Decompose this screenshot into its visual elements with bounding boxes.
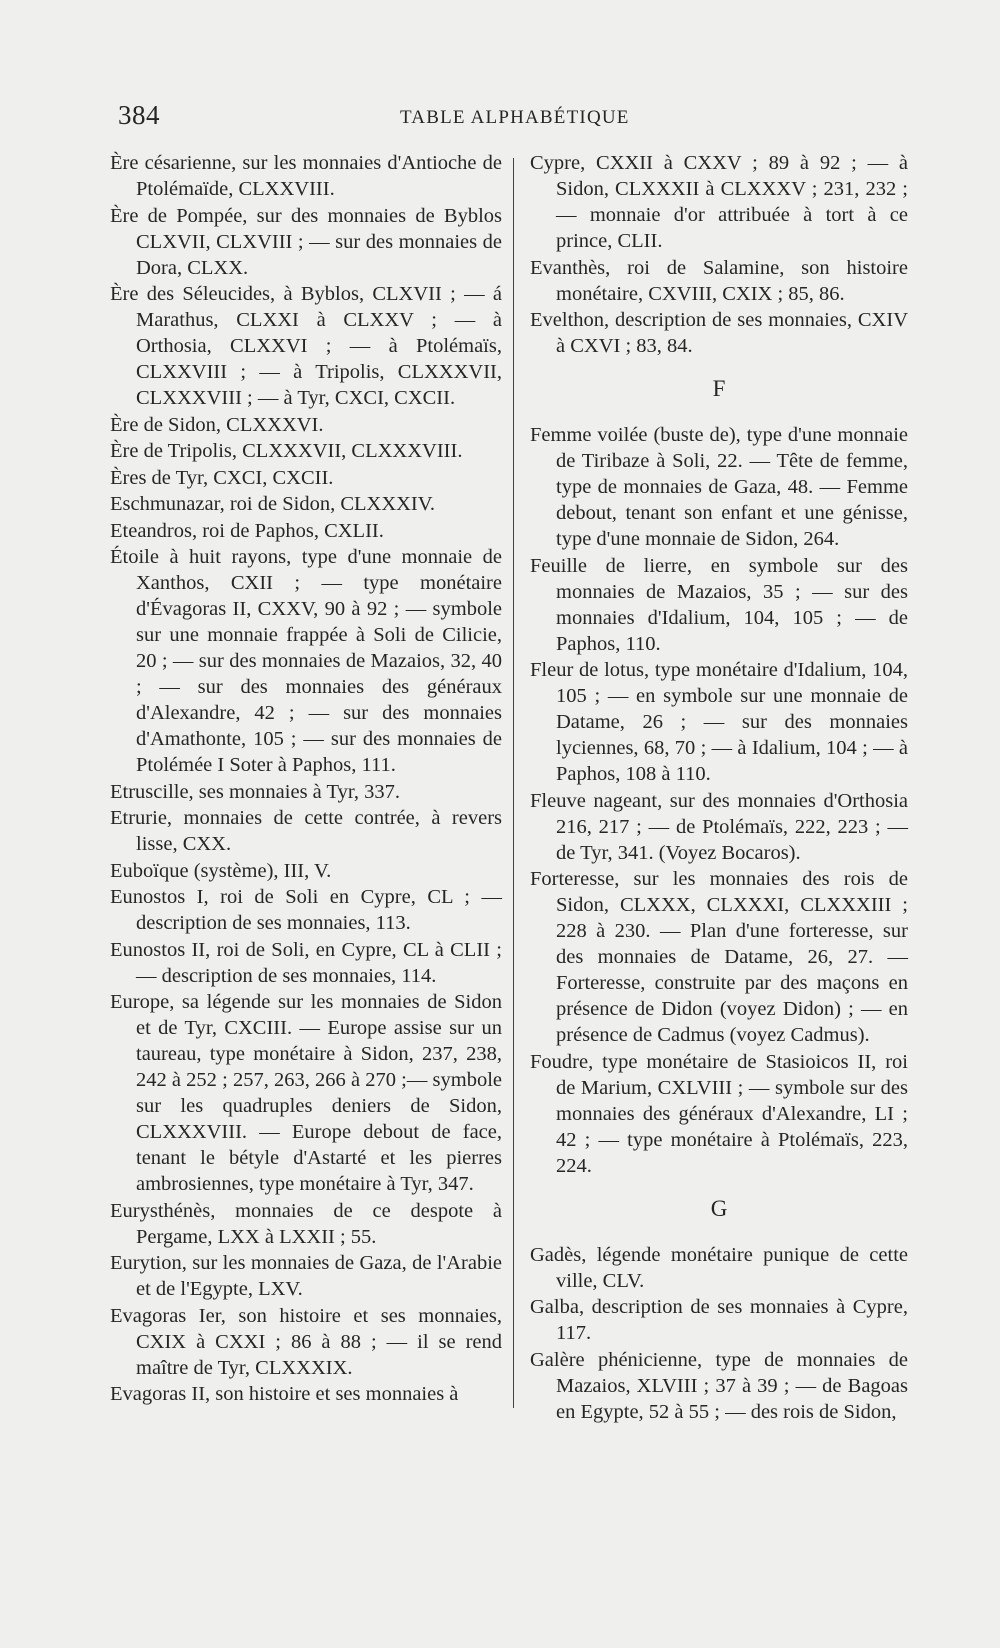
page-number: 384 xyxy=(118,100,160,130)
index-entry: Ères de Tyr, CXCI, CXCII. xyxy=(110,466,334,489)
index-entry: Eteandros, roi de Paphos, CXLII. xyxy=(110,519,384,542)
index-entry: Eunostos II, roi de Soli, en Cypre, CL à CLII ; — description de ses monnaies, 114. xyxy=(110,938,502,987)
index-entry: Galère phénicienne, type de monnaies de Mazaios, XLVIII ; 37 à 39 ; — de Bagoas en Egypte, 52 à 55 ; — des rois de Sidon, xyxy=(530,1348,908,1423)
index-entry: Forteresse, sur les monnaies des rois de Sidon, CLXXX, CLXXXI, CLXXXIII ; 228 à 230. — Plan d'une forteresse, sur des monnaies de Datame, 26, 27. — Forteresse, construite par des maçons en présence de Didon (voyez Didon) ; — en présence de Cadmus (voyez Cadmus). xyxy=(530,868,908,1046)
column-divider xyxy=(513,158,514,1408)
index-entry: Evagoras II, son histoire et ses monnaies à xyxy=(110,1383,459,1405)
index-entry: Euboïque (système), III, V. xyxy=(110,859,332,882)
index-entry: Eunostos I, roi de Soli en Cypre, CL ; — description de ses monnaies, 113. xyxy=(110,886,502,934)
index-entry: Eurysthénès, monnaies de ce despote à Pergame, LXX à LXXII ; 55. xyxy=(110,1199,502,1248)
index-entry: Ère de Tripolis, CLXXXVII, CLXXXVIII. xyxy=(110,440,463,462)
index-entry: Galba, description de ses monnaies à Cypre, 117. xyxy=(530,1296,908,1344)
index-entry: Ère de Pompée, sur des monnaies de Byblos CLXVII, CLXVIII ; — sur des monnaies de Dora, CLXX. xyxy=(110,204,502,279)
letter-heading-f: F xyxy=(712,376,726,401)
index-entry: Femme voilée (buste de), type d'une monnaie de Tiribaze à Soli, 22. — Tête de femme, type de monnaies de Gaza, 48. — Femme debout, tenant son enfant et une génisse, type d'une monnaie de Sidon, 264. xyxy=(530,424,908,550)
index-entry: Etrurie, monnaies de cette contrée, à revers lisse, CXX. xyxy=(110,807,502,855)
index-entry: Etruscille, ses monnaies à Tyr, 337. xyxy=(110,780,401,803)
index-entry: Eschmunazar, roi de Sidon, CLXXXIV. xyxy=(110,493,436,515)
index-entry: Étoile à huit rayons, type d'une monnaie de Xanthos, CXII ; — type monétaire d'Évagoras II, CXXV, 90 à 92 ; — symbole sur une monnaie frappée à Soli de Cilicie, 20 ; — sur des monnaies de Mazaios, 32, 40 ; — sur des monnaies des généraux d'Alexandre, 42 ; — sur des monnaies d'Amathonte, 105 ; — sur des monnaies de Ptolémée I Soter à Paphos, 111. xyxy=(110,546,502,776)
index-entry: Eurytion, sur les monnaies de Gaza, de l'Arabie et de l'Egypte, LXV. xyxy=(110,1252,502,1300)
right-column xyxy=(530,150,908,1425)
left-column xyxy=(110,150,502,1408)
index-entry: Evagoras Ier, son histoire et ses monnaies, CXIX à CXXI ; 86 à 88 ; — il se rend maître de Tyr, CLXXXIX. xyxy=(110,1304,502,1379)
index-entry: Foudre, type monétaire de Stasioicos II, roi de Marium, CXLVIII ; — symbole sur des monnaies des généraux d'Alexandre, LI ; 42 ; — type monétaire à Ptolémaïs, 223, 224. xyxy=(530,1050,908,1177)
index-entry: Fleur de lotus, type monétaire d'Idalium, 104, 105 ; — en symbole sur une monnaie de Datame, 26 ; — sur des monnaies lyciennes, 68, 70 ; — à Idalium, 104 ; — à Paphos, 108 à 110. xyxy=(530,659,908,785)
index-entry: Ère des Séleucides, à Byblos, CLXVII ; — á Marathus, CLXXI à CLXXV ; — à Orthosia, CLXXVI ; — à Ptolémaïs, CLXXVIII ; — à Tripolis, CLXXXVII, CLXXXVIII ; — à Tyr, CXCI, CXCII. xyxy=(110,283,502,409)
index-entry: Feuille de lierre, en symbole sur des monnaies de Mazaios, 35 ; — sur des monnaies d'Idalium, 104, 105 ; — de Paphos, 110. xyxy=(530,554,908,655)
index-entry: Evelthon, description de ses monnaies, CXIV à CXVI ; 83, 84. xyxy=(530,309,908,357)
index-entry: Ère de Sidon, CLXXXVI. xyxy=(110,413,324,436)
index-entry: Fleuve nageant, sur des monnaies d'Orthosia 216, 217 ; — de Ptolémaïs, 222, 223 ; — de Tyr, 341. (Voyez Bocaros). xyxy=(530,789,908,864)
index-entry: Evanthès, roi de Salamine, son histoire monétaire, CXVIII, CXIX ; 85, 86. xyxy=(530,256,908,305)
letter-heading-g: G xyxy=(710,1195,728,1221)
index-entry: Ère césarienne, sur les monnaies d'Antioche de Ptolémaïde, CLXXVIII. xyxy=(110,152,502,200)
index-entry: Europe, sa légende sur les monnaies de Sidon et de Tyr, CXCIII. — Europe assise sur un taureau, type monétaire à Sidon, 237, 238, 242 à 252 ; 257, 263, 266 à 270 ;— symbole sur les quadruples deniers de Sidon, CLXXXVIII. — Europe debout de face, tenant le bétyle d'Astarté et les pierres ambrosiennes, type monétaire à Tyr, 347. xyxy=(110,991,502,1195)
index-entry: Cypre, CXXII à CXXV ; 89 à 92 ; — à Sidon, CLXXXII à CLXXXV ; 231, 232 ; — monnaie d'or attribuée à tort à ce prince, CLII. xyxy=(530,152,908,252)
index-entry: Gadès, légende monétaire punique de cette ville, CLV. xyxy=(530,1243,908,1292)
running-head: TABLE ALPHABÉTIQUE xyxy=(400,107,630,128)
